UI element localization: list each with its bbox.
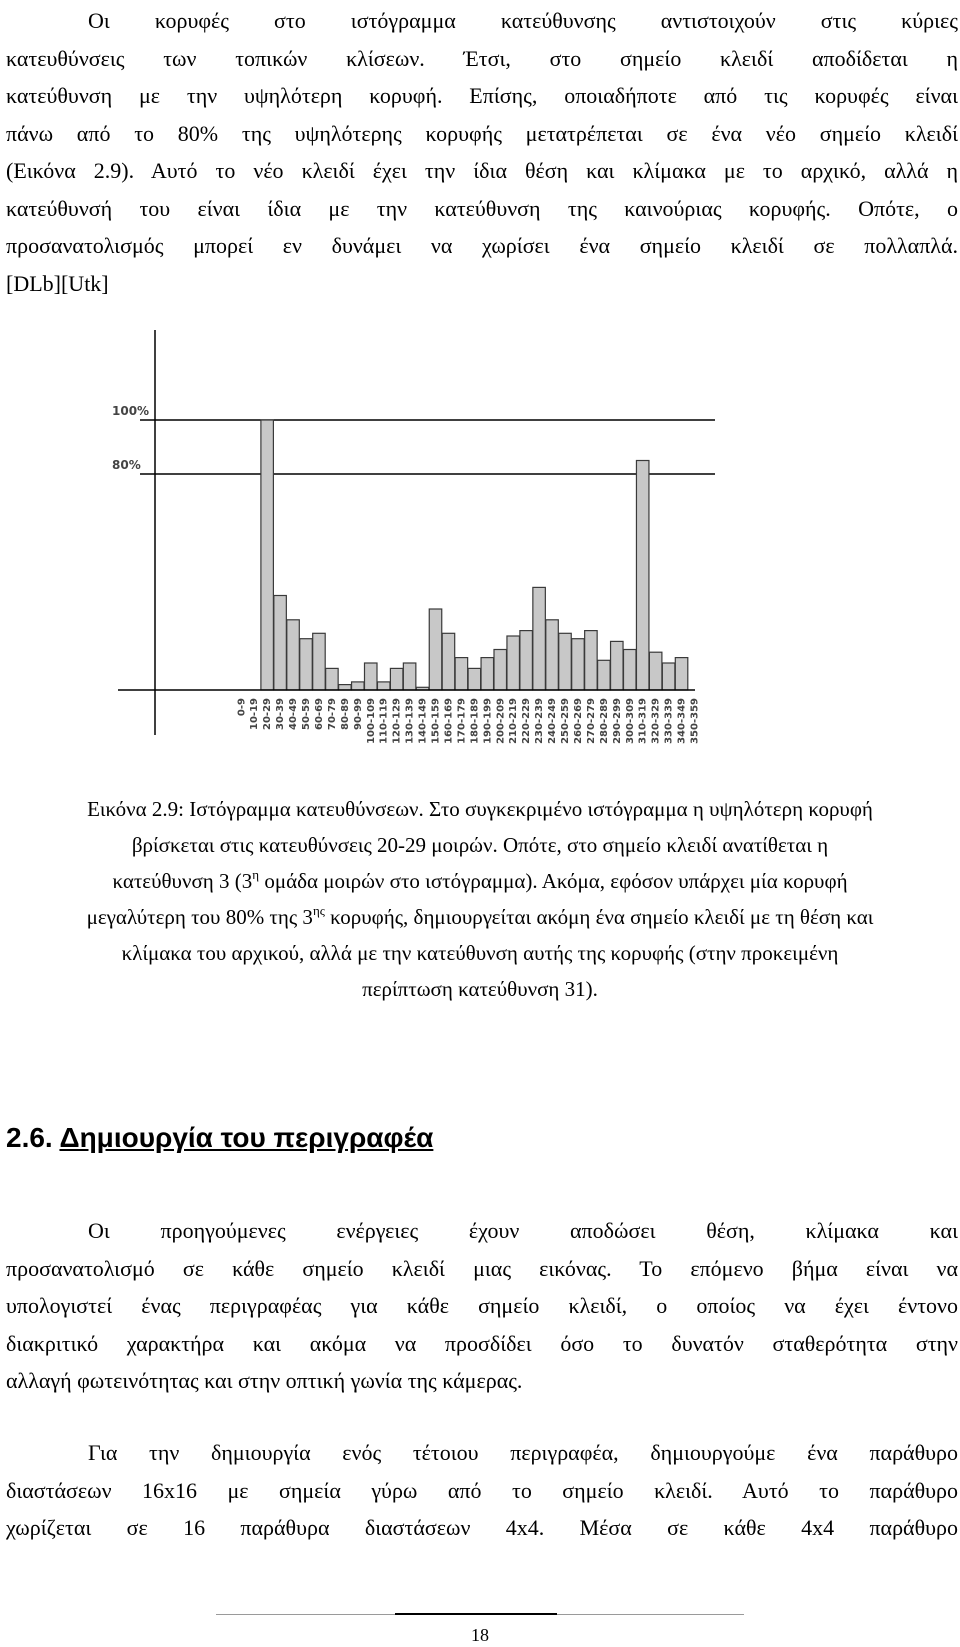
- histogram-bar: [326, 668, 339, 690]
- text-line: Οι κορυφές στο ιστόγραμμα κατεύθυνσης αντιστοιχούν στις κύριες: [88, 8, 958, 33]
- caption-line: βρίσκεται στις κατευθύνσεις 20-29 μοιρών. Οπότε, στο σημείο κλειδί ανατίθεται η: [131, 833, 829, 857]
- x-tick-label: 200-209: [495, 698, 507, 744]
- x-tick-label: 290-299: [611, 698, 623, 744]
- bars-group: [261, 420, 688, 690]
- x-tick-label: 270-279: [585, 698, 597, 744]
- x-tick-label: 10-19: [249, 698, 261, 730]
- histogram-bar: [533, 587, 546, 690]
- x-tick-label: 130-139: [404, 698, 416, 744]
- x-tick-label: 110-119: [378, 698, 390, 744]
- histogram-bar: [598, 660, 611, 690]
- caption-text: μεγαλύτερη του 80% της 3: [86, 905, 313, 929]
- histogram-bar: [352, 682, 365, 690]
- histogram-bar: [377, 682, 390, 690]
- reference-line-label: 80%: [112, 458, 141, 472]
- text-line: διακριτικό χαρακτήρα και ακόμα να προσδίδει όσο το δυνατόν σταθερότητα στην: [6, 1330, 958, 1356]
- x-tick-label: 320-329: [650, 698, 662, 744]
- x-tick-label: 330-339: [663, 698, 675, 744]
- text-line: προσανατολισμός μπορεί εν δυνάμει να χωρίσει ένα σημείο κλειδί σε πολλαπλά.: [6, 233, 958, 258]
- histogram-bar: [339, 685, 352, 690]
- section-title: Δημιουργία του περιγραφέα: [59, 1122, 434, 1153]
- text-line: κατεύθυνση με την υψηλότερη κορυφή. Επίσης, οποιαδήποτε από τις κορυφές είναι: [6, 83, 958, 108]
- x-tick-label: 0-9: [236, 698, 248, 717]
- histogram-bar: [403, 663, 416, 690]
- tick-labels: [236, 698, 700, 744]
- x-tick-label: 300-309: [624, 698, 636, 744]
- histogram-bar: [300, 639, 313, 690]
- histogram-bar: [675, 658, 688, 690]
- section-number: 2.6.: [6, 1122, 53, 1153]
- histogram-bar: [261, 420, 274, 690]
- histogram-bar: [649, 652, 662, 690]
- x-tick-label: 190-199: [482, 698, 494, 744]
- histogram-bar: [365, 663, 378, 690]
- histogram-bar: [559, 633, 572, 690]
- histogram-bar: [455, 658, 468, 690]
- histogram-bar: [546, 620, 559, 690]
- x-tick-label: 40-49: [288, 698, 300, 730]
- x-tick-label: 20-29: [262, 698, 274, 730]
- histogram-bar: [572, 639, 585, 690]
- x-tick-label: 150-159: [430, 698, 442, 744]
- paragraph-descriptor-window: [6, 1434, 958, 1547]
- caption-line: περίπτωση κατεύθυνση 31).: [362, 977, 598, 1001]
- caption-superscript: η: [252, 867, 260, 882]
- caption-line: Εικόνα 2.9: Ιστόγραμμα κατευθύνσεων. Στο συγκεκριμένο ιστόγραμμα η υψηλότερη κορυφή: [87, 797, 873, 821]
- histogram-bar: [624, 650, 637, 691]
- histogram-bar: [390, 668, 403, 690]
- caption-line: [0, 899, 960, 935]
- histogram-bar: [287, 620, 300, 690]
- text-line: υπολογιστεί ένας περιγραφέας για κάθε σημείο κλειδί, ο οποίος να έχει έντονο: [6, 1293, 958, 1318]
- x-tick-label: 160-169: [443, 698, 455, 744]
- page-number: 18: [471, 1625, 489, 1645]
- histogram-bar: [636, 461, 649, 691]
- histogram-bar: [520, 631, 533, 690]
- paragraph-descriptor-intro: [6, 1212, 958, 1400]
- caption-text: ομάδα μοιρών στο ιστόγραμμα). Ακόμα, εφόσον υπάρχει μία κορυφή: [259, 869, 848, 893]
- histogram-bar: [585, 631, 598, 690]
- x-tick-label: 260-269: [572, 698, 584, 744]
- histogram-bar: [313, 633, 326, 690]
- x-tick-label: 170-179: [456, 698, 468, 744]
- x-tick-label: 30-39: [275, 698, 287, 730]
- text-line: διαστάσεων 16x16 με σημεία γύρω από το σημείο κλειδί. Αυτό το παράθυρο: [6, 1477, 958, 1503]
- histogram-bar: [481, 658, 494, 690]
- histogram-bar: [662, 663, 675, 690]
- x-tick-label: 90-99: [352, 698, 364, 730]
- x-tick-label: 240-249: [547, 698, 559, 744]
- text-line: κατεύθυνσή του είναι ίδια με την κατεύθυνση της καινούριας κορυφής. Οπότε, ο: [6, 195, 958, 221]
- figure-caption: [0, 791, 960, 1007]
- x-tick-label: 230-239: [534, 698, 546, 744]
- x-tick-label: 140-149: [417, 698, 429, 744]
- x-tick-label: 70-79: [326, 698, 338, 730]
- caption-text: κορυφής, δημιουργείται ακόμη ένα σημείο κλειδί με τη θέση και: [324, 905, 874, 929]
- caption-text: κατεύθυνση 3 (3: [112, 869, 253, 893]
- x-tick-label: 220-229: [521, 698, 533, 744]
- x-tick-label: 350-359: [689, 698, 701, 744]
- x-tick-label: 280-289: [598, 698, 610, 744]
- histogram-bar: [507, 636, 520, 690]
- text-line: χωρίζεται σε 16 παράθυρα διαστάσεων 4x4. Μέσα σε κάθε 4x4 παράθυρο: [6, 1515, 958, 1540]
- x-tick-label: 310-319: [637, 698, 649, 744]
- text-line: Οι προηγούμενες ενέργειες έχουν αποδώσει θέση, κλίμακα και: [88, 1218, 958, 1243]
- footer-divider-bold: [395, 1613, 557, 1615]
- paragraph-orientation-peaks: [6, 2, 958, 302]
- histogram-bar: [274, 596, 287, 691]
- text-line: Για την δημιουργία ενός τέτοιου περιγραφέα, δημιουργούμε ένα παράθυρο: [88, 1440, 958, 1465]
- caption-line: [0, 863, 960, 899]
- x-tick-label: 60-69: [313, 698, 325, 730]
- caption-line: κλίμακα του αρχικού, αλλά με την κατεύθυνση αυτής της κορυφής (στην προκειμένη: [121, 941, 839, 965]
- histogram-bar: [468, 668, 481, 690]
- x-tick-label: 120-129: [391, 698, 403, 744]
- text-line: αλλαγή φωτεινότητας και στην οπτική γωνία της κάμερας.: [6, 1368, 523, 1393]
- x-tick-label: 250-259: [560, 698, 571, 744]
- x-tick-label: 80-89: [339, 698, 351, 730]
- histogram-bar: [494, 650, 507, 691]
- x-tick-label: 50-59: [301, 698, 312, 730]
- text-line: προσανατολισμό σε κάθε σημείο κλειδί μιας εικόνας. Το επόμενο βήμα είναι να: [6, 1255, 958, 1281]
- text-line: κατευθύνσεις των τοπικών κλίσεων. Έτσι, στο σημείο κλειδί αποδίδεται η: [6, 45, 958, 71]
- histogram-bar: [429, 609, 442, 690]
- reference-lines: [112, 404, 715, 474]
- orientation-histogram-chart: [100, 330, 730, 770]
- caption-superscript: ης: [312, 903, 325, 918]
- text-line: πάνω από το 80% της υψηλότερης κορυφής μετατρέπεται σε ένα νέο σημείο κλειδί: [6, 120, 958, 146]
- x-tick-label: 100-109: [365, 698, 377, 744]
- reference-line-label: 100%: [112, 404, 150, 418]
- histogram-bar: [611, 641, 624, 690]
- text-line: (Εικόνα 2.9). Αυτό το νέο κλειδί έχει την ίδια θέση και κλίμακα με το αρχικό, αλλά η: [6, 158, 958, 183]
- x-tick-label: 180-189: [469, 698, 481, 744]
- x-tick-label: 340-349: [676, 698, 688, 744]
- section-heading: [6, 1118, 433, 1158]
- histogram-bar: [442, 633, 455, 690]
- citation-text: [DLb][Utk]: [6, 270, 109, 296]
- x-tick-label: 210-219: [508, 698, 520, 744]
